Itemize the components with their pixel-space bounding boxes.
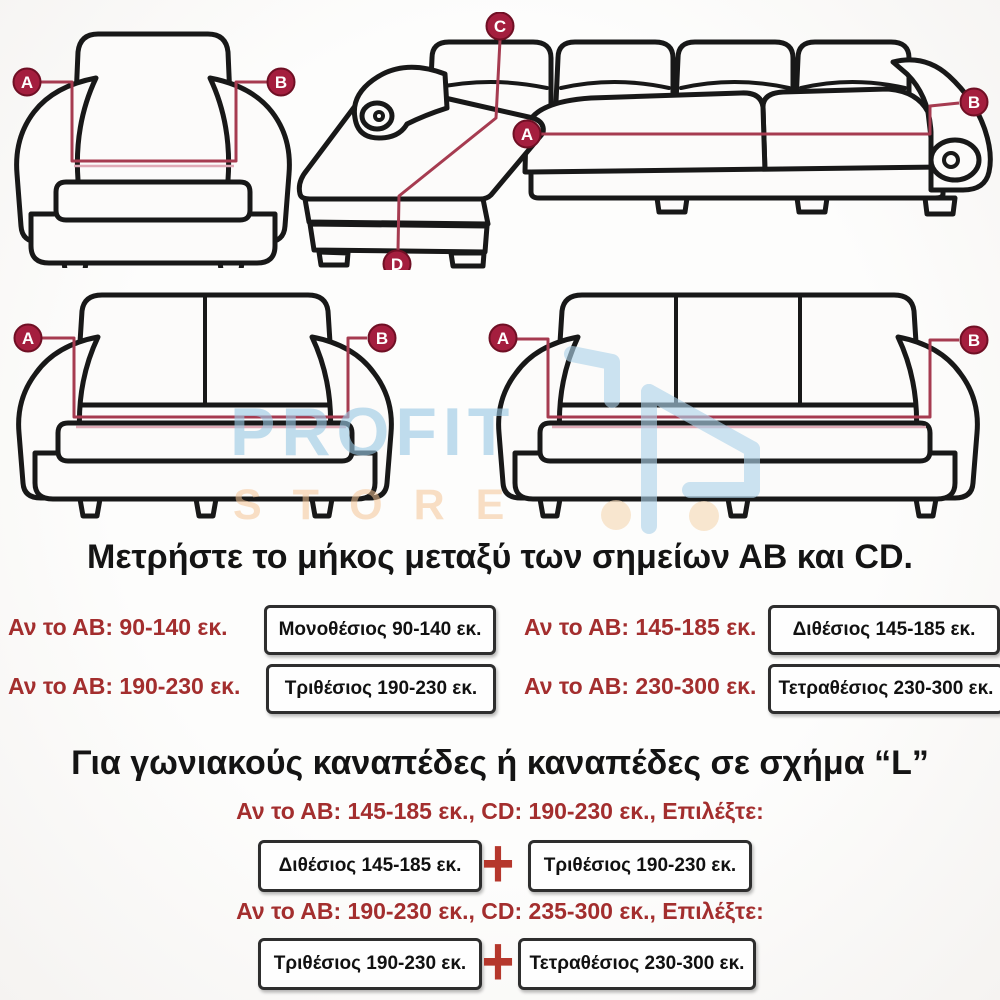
size-box-trithesios: Τριθέσιος 190-230 εκ. bbox=[266, 664, 496, 714]
plus-sign: + bbox=[481, 823, 515, 902]
size-box-dithesios: Διθέσιος 145-185 εκ. bbox=[768, 605, 1000, 655]
combo1-item2-box: Τριθέσιος 190-230 εκ. bbox=[528, 840, 752, 892]
badge-letter: A bbox=[520, 125, 534, 144]
badge-letter: A bbox=[21, 329, 35, 348]
badge-letter: B bbox=[967, 93, 981, 112]
point-badge-d bbox=[384, 251, 411, 271]
corner-heading: Για γωνιακούς καναπέδες ή καναπέδες σε σχήμα “L” bbox=[71, 744, 929, 782]
seat-cushion bbox=[763, 89, 935, 172]
point-badge-b bbox=[961, 89, 988, 116]
shopping-cart-icon bbox=[552, 336, 764, 548]
badge-letter: C bbox=[493, 17, 507, 36]
point-badge-c bbox=[487, 13, 514, 40]
combo-condition-2: Αν το ΑΒ: 190-230 εκ., CD: 235-300 εκ., Επιλέξτε: bbox=[236, 898, 764, 924]
armchair-diagram bbox=[8, 20, 298, 268]
cart-basket-top bbox=[649, 392, 752, 449]
armchair-seat bbox=[56, 182, 250, 220]
measure-heading: Μετρήστε το μήκος μεταξύ των σημείων ΑΒ και CD. bbox=[87, 538, 913, 576]
combo1-item1-box: Διθέσιος 145-185 εκ. bbox=[258, 840, 482, 892]
point-badge-a bbox=[14, 69, 41, 96]
point-badge-a bbox=[514, 121, 541, 148]
sofa-base bbox=[531, 167, 943, 198]
sofa-leg bbox=[196, 499, 216, 516]
point-badge-b bbox=[961, 327, 988, 354]
cart-wheel bbox=[601, 500, 631, 530]
point-badge-a bbox=[15, 325, 42, 352]
condition-label-2: Αν το ΑΒ: 145-185 εκ. bbox=[524, 613, 757, 640]
chaise-leg bbox=[451, 253, 484, 266]
watermark-brand-bottom: STORE bbox=[233, 481, 536, 529]
badge-letter: B bbox=[375, 329, 389, 348]
chaise-front-face bbox=[305, 199, 488, 224]
arm-scroll bbox=[931, 140, 979, 180]
point-badge-a bbox=[490, 325, 517, 352]
size-box-monothesios: Μονοθέσιος 90-140 εκ. bbox=[264, 605, 496, 655]
combo2-item1-box: Τριθέσιος 190-230 εκ. bbox=[258, 938, 482, 990]
point-badge-b bbox=[369, 325, 396, 352]
seat-cushion bbox=[525, 93, 765, 172]
badge-letter: A bbox=[496, 329, 510, 348]
chaise-leg bbox=[319, 252, 348, 265]
cart-wheel bbox=[689, 501, 719, 531]
badge-letter: B bbox=[274, 73, 288, 92]
sofa-leg bbox=[916, 499, 936, 516]
plus-sign: + bbox=[481, 921, 515, 1000]
cart-handle bbox=[572, 354, 612, 400]
badge-letter: A bbox=[20, 73, 34, 92]
point-badge-b bbox=[268, 69, 295, 96]
sofa-leg bbox=[80, 499, 100, 516]
combo2-item2-box: Τετραθέσιος 230-300 εκ. bbox=[518, 938, 756, 990]
badge-letter: D bbox=[390, 255, 404, 270]
watermark-brand-top: PROFIT bbox=[230, 394, 516, 470]
condition-label-4: Αν το ΑΒ: 230-300 εκ. bbox=[524, 672, 757, 699]
badge-letter: B bbox=[967, 331, 981, 350]
size-box-tetrathesios: Τετραθέσιος 230-300 εκ. bbox=[768, 664, 1000, 714]
condition-label-3: Αν το ΑΒ: 190-230 εκ. bbox=[8, 672, 241, 699]
corner-sofa-diagram bbox=[295, 12, 995, 270]
condition-label-1: Αν το ΑΒ: 90-140 εκ. bbox=[8, 613, 228, 640]
combo-condition-1: Αν το ΑΒ: 145-185 εκ., CD: 190-230 εκ., Επιλέξτε: bbox=[236, 798, 764, 824]
